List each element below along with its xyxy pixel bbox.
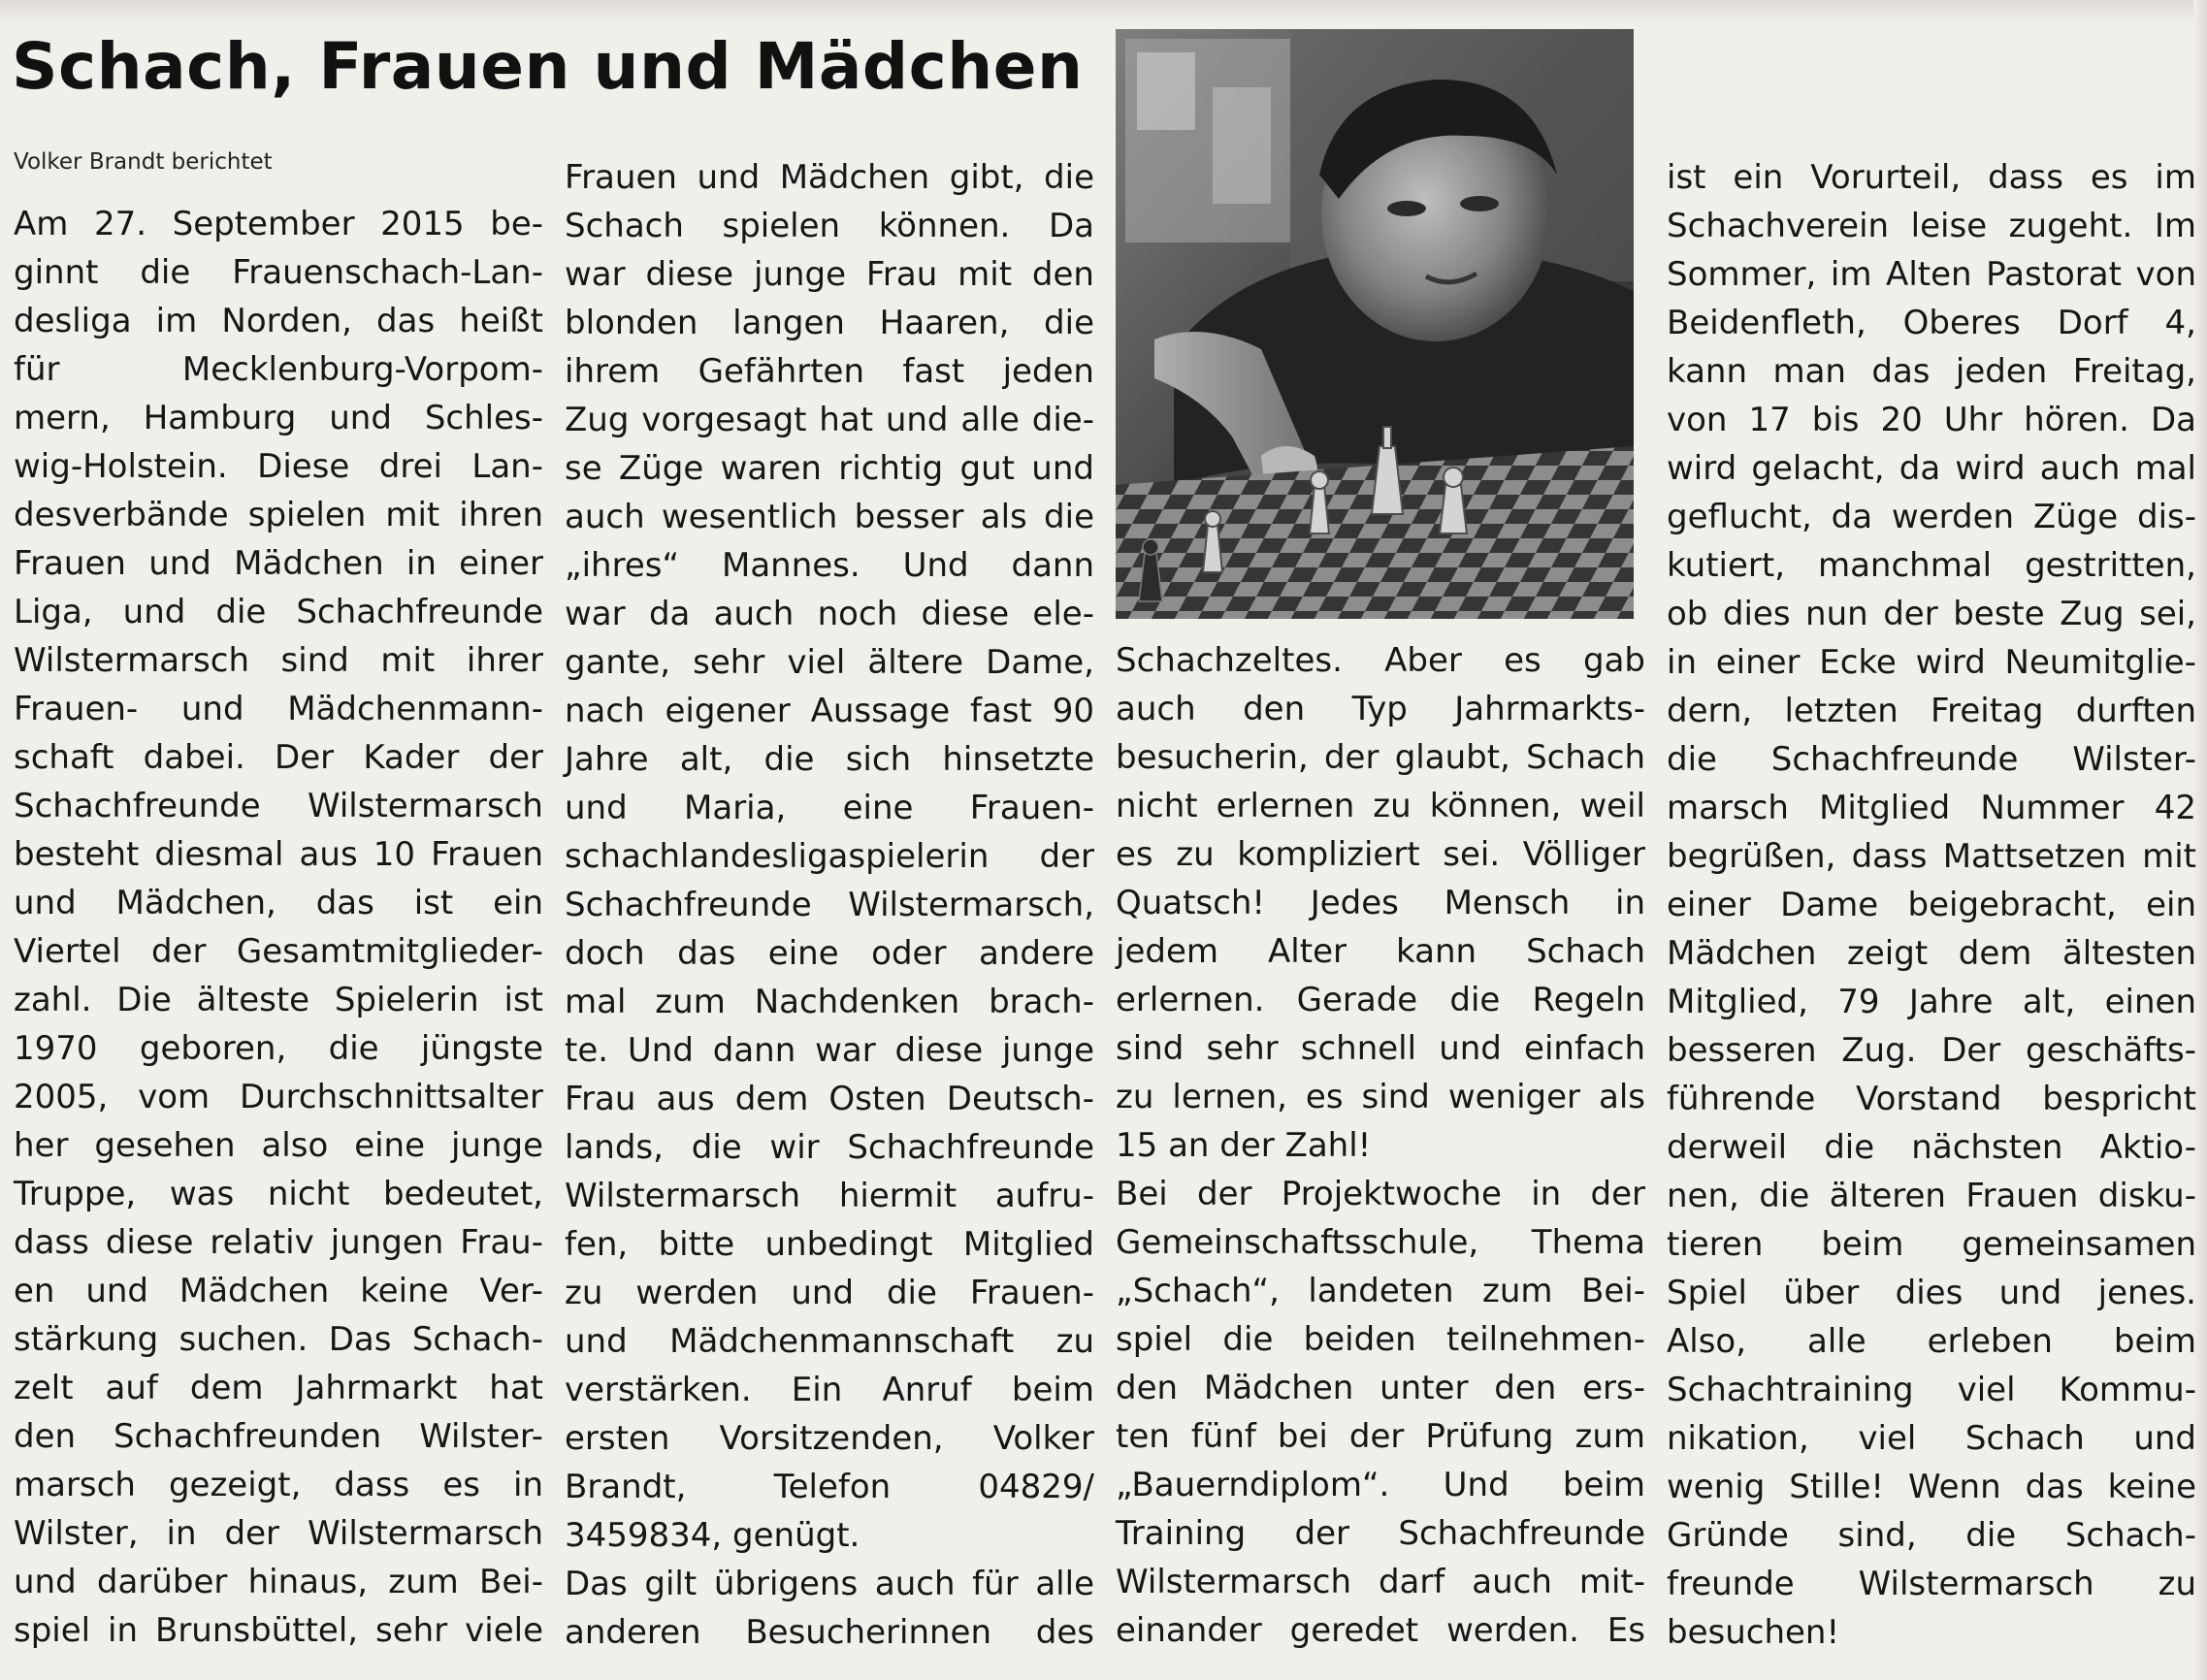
text-line: Wilstermarsch sind mit ihrer <box>14 641 543 680</box>
text-column-3 <box>1116 636 1645 1655</box>
text-line: wig-Holstein. Diese drei Lan- <box>14 447 543 486</box>
text-line: Wilstermarsch hiermit aufru- <box>565 1177 1094 1215</box>
text-line: Frau aus dem Osten Deutsch- <box>565 1080 1094 1118</box>
text-line: 3459834, genügt. <box>565 1516 860 1555</box>
text-line: begrüßen, dass Mattsetzen mit <box>1667 837 2196 876</box>
text-line: einander geredet werden. Es <box>1116 1611 1645 1650</box>
text-line: einer Dame beigebracht, ein <box>1667 886 2196 924</box>
text-line: zahl. Die älteste Spielerin ist <box>14 981 543 1019</box>
text-line: Brandt, Telefon 04829/ <box>565 1468 1094 1506</box>
text-line: Spiel über dies und jenes. <box>1667 1274 2196 1312</box>
text-line: verstärken. Ein Anruf beim <box>565 1371 1094 1409</box>
article-headline: Schach, Frauen und Mädchen <box>12 29 1084 104</box>
text-line: blonden langen Haaren, die <box>565 304 1094 342</box>
text-line: stärkung suchen. Das Schach- <box>14 1320 543 1359</box>
text-line: die Schachfreunde Wilster- <box>1667 740 2196 779</box>
text-line: 2005, vom Durchschnittsalter <box>14 1078 543 1116</box>
text-line: Zug vorgesagt hat und alle die- <box>565 401 1094 439</box>
text-line: ist ein Vorurteil, dass es im <box>1667 158 2196 197</box>
text-line: Truppe, was nicht bedeutet, <box>14 1175 543 1213</box>
text-line: Frauen und Mädchen in einer <box>14 544 543 583</box>
text-line: Gründe sind, die Schach- <box>1667 1516 2196 1555</box>
text-line: spiel die beiden teilnehmen- <box>1116 1320 1645 1359</box>
text-line: „ihres“ Mannes. Und dann <box>565 546 1094 585</box>
text-line: dass diese relativ jungen Frau- <box>14 1223 543 1262</box>
text-line: wenig Stille! Wenn das keine <box>1667 1468 2196 1506</box>
text-line: „Bauerndiplom“. Und beim <box>1116 1466 1645 1504</box>
text-line: ersten Vorsitzenden, Volker <box>565 1419 1094 1458</box>
text-line: mal zum Nachdenken brach- <box>565 983 1094 1021</box>
text-line: wird gelacht, da wird auch mal <box>1667 449 2196 488</box>
text-line: „Schach“, landeten zum Bei- <box>1116 1272 1645 1310</box>
text-line: den Schachfreunden Wilster- <box>14 1417 543 1456</box>
text-line: Schachtraining viel Kommu- <box>1667 1371 2196 1409</box>
text-line: tieren beim gemeinsamen <box>1667 1225 2196 1264</box>
text-line: se Züge waren richtig gut und <box>565 449 1094 488</box>
text-column-4 <box>1667 153 2196 1657</box>
text-line: schachlandesligaspielerin der <box>565 837 1094 876</box>
text-line: Bei der Projektwoche in der <box>1116 1175 1645 1213</box>
text-line: 1970 geboren, die jüngste <box>14 1029 543 1068</box>
text-line: für Mecklenburg-Vorpom- <box>14 350 543 389</box>
text-line: Liga, und die Schachfreunde <box>14 593 543 631</box>
chess-player-illustration <box>1116 29 1634 619</box>
photo-grain <box>1116 29 1634 619</box>
text-line: nikation, viel Schach und <box>1667 1419 2196 1458</box>
text-line: Gemeinschaftsschule, Thema <box>1116 1223 1645 1262</box>
text-line: her gesehen also eine junge <box>14 1126 543 1165</box>
text-line: Jahre alt, die sich hinsetzte <box>565 740 1094 779</box>
text-line: auch den Typ Jahrmarkts- <box>1116 690 1645 728</box>
text-line: fen, bitte unbedingt Mitglied <box>565 1225 1094 1264</box>
text-line: besteht diesmal aus 10 Frauen <box>14 835 543 874</box>
text-line: Mädchen zeigt dem ältesten <box>1667 934 2196 973</box>
text-line: nicht erlernen zu können, weil <box>1116 787 1645 825</box>
text-line: zelt auf dem Jahrmarkt hat <box>14 1369 543 1407</box>
text-line: es zu kompliziert sei. Völliger <box>1116 835 1645 874</box>
text-line: schaft dabei. Der Kader der <box>14 738 543 777</box>
text-line: dern, letzten Freitag durften <box>1667 692 2196 730</box>
text-line: in einer Ecke wird Neumitglie- <box>1667 643 2196 682</box>
text-line: Das gilt übrigens auch für alle <box>565 1565 1094 1603</box>
text-line: doch das eine oder andere <box>565 934 1094 973</box>
text-line: war diese junge Frau mit den <box>565 255 1094 294</box>
text-line: freunde Wilstermarsch zu <box>1667 1565 2196 1603</box>
text-line: von 17 bis 20 Uhr hören. Da <box>1667 401 2196 439</box>
text-line: jedem Alter kann Schach <box>1116 932 1645 971</box>
text-line: lands, die wir Schachfreunde <box>565 1128 1094 1167</box>
text-line: Training der Schachfreunde <box>1116 1514 1645 1553</box>
text-line: und Mädchen, das ist ein <box>14 884 543 922</box>
text-line: Frauen- und Mädchenmann- <box>14 690 543 728</box>
text-line: kutiert, manchmal gestritten, <box>1667 546 2196 585</box>
text-line: und Maria, eine Frauen- <box>565 789 1094 827</box>
text-line: erlernen. Gerade die Regeln <box>1116 981 1645 1019</box>
paper-edge-top <box>0 0 2207 25</box>
text-line: en und Mädchen keine Ver- <box>14 1272 543 1310</box>
text-line: kann man das jeden Freitag, <box>1667 352 2196 391</box>
text-line: desliga im Norden, das heißt <box>14 302 543 340</box>
text-line: Schachzeltes. Aber es gab <box>1116 641 1645 680</box>
text-line: derweil die nächsten Aktio- <box>1667 1128 2196 1167</box>
text-line: te. Und dann war diese junge <box>565 1031 1094 1070</box>
text-line: Viertel der Gesamtmitglieder- <box>14 932 543 971</box>
text-line: Schachfreunde Wilstermarsch <box>14 787 543 825</box>
text-line: nach eigener Aussage fast 90 <box>565 692 1094 730</box>
text-line: Schachfreunde Wilstermarsch, <box>565 886 1094 924</box>
text-line: Sommer, im Alten Pastorat von <box>1667 255 2196 294</box>
text-line: Wilstermarsch darf auch mit- <box>1116 1563 1645 1601</box>
text-line: Wilster, in der Wilstermarsch <box>14 1514 543 1553</box>
text-line: geflucht, da werden Züge dis- <box>1667 498 2196 536</box>
text-line: und Mädchenmannschaft zu <box>565 1322 1094 1361</box>
text-line: ten fünf bei der Prüfung zum <box>1116 1417 1645 1456</box>
text-line: nen, die älteren Frauen disku- <box>1667 1177 2196 1215</box>
text-line: Schach spielen können. Da <box>565 207 1094 245</box>
text-line: sind sehr schnell und einfach <box>1116 1029 1645 1068</box>
text-line: den Mädchen unter den ers- <box>1116 1369 1645 1407</box>
text-line: Schachverein leise zugeht. Im <box>1667 207 2196 245</box>
text-line: zu werden und die Frauen- <box>565 1274 1094 1312</box>
text-line: ginnt die Frauenschach-Lan- <box>14 253 543 292</box>
text-line: ob dies nun der beste Zug sei, <box>1667 595 2196 633</box>
text-line: war da auch noch diese ele- <box>565 595 1094 633</box>
text-line: mern, Hamburg und Schles- <box>14 399 543 437</box>
text-line: marsch Mitglied Nummer 42 <box>1667 789 2196 827</box>
text-line: spiel in Brunsbüttel, sehr viele <box>14 1611 543 1650</box>
text-column-1 <box>14 200 543 1655</box>
text-column-2 <box>565 153 1094 1657</box>
text-line: besseren Zug. Der geschäfts- <box>1667 1031 2196 1070</box>
text-line: Frauen und Mädchen gibt, die <box>565 158 1094 197</box>
text-line: und darüber hinaus, zum Bei- <box>14 1563 543 1601</box>
text-line: zu lernen, es sind weniger als <box>1116 1078 1645 1116</box>
text-line: 15 an der Zahl! <box>1116 1126 1372 1165</box>
text-line: anderen Besucherinnen des <box>565 1613 1094 1652</box>
text-line: ihrem Gefährten fast jeden <box>565 352 1094 391</box>
text-line: Also, alle erleben beim <box>1667 1322 2196 1361</box>
text-line: auch wesentlich besser als die <box>565 498 1094 536</box>
text-line: besuchen! <box>1667 1613 1840 1652</box>
text-line: gante, sehr viel ältere Dame, <box>565 643 1094 682</box>
text-line: Beidenfleth, Oberes Dorf 4, <box>1667 304 2196 342</box>
text-line: führende Vorstand bespricht <box>1667 1080 2196 1118</box>
chess-player-photo <box>1116 29 1634 619</box>
text-line: desverbände spielen mit ihren <box>14 496 543 534</box>
text-line: Quatsch! Jedes Mensch in <box>1116 884 1645 922</box>
text-line: besucherin, der glaubt, Schach <box>1116 738 1645 777</box>
text-line: Mitglied, 79 Jahre alt, einen <box>1667 983 2196 1021</box>
text-line: Am 27. September 2015 be- <box>14 205 543 243</box>
article-byline: Volker Brandt berichtet <box>14 149 273 175</box>
text-line: marsch gezeigt, dass es in <box>14 1466 543 1504</box>
